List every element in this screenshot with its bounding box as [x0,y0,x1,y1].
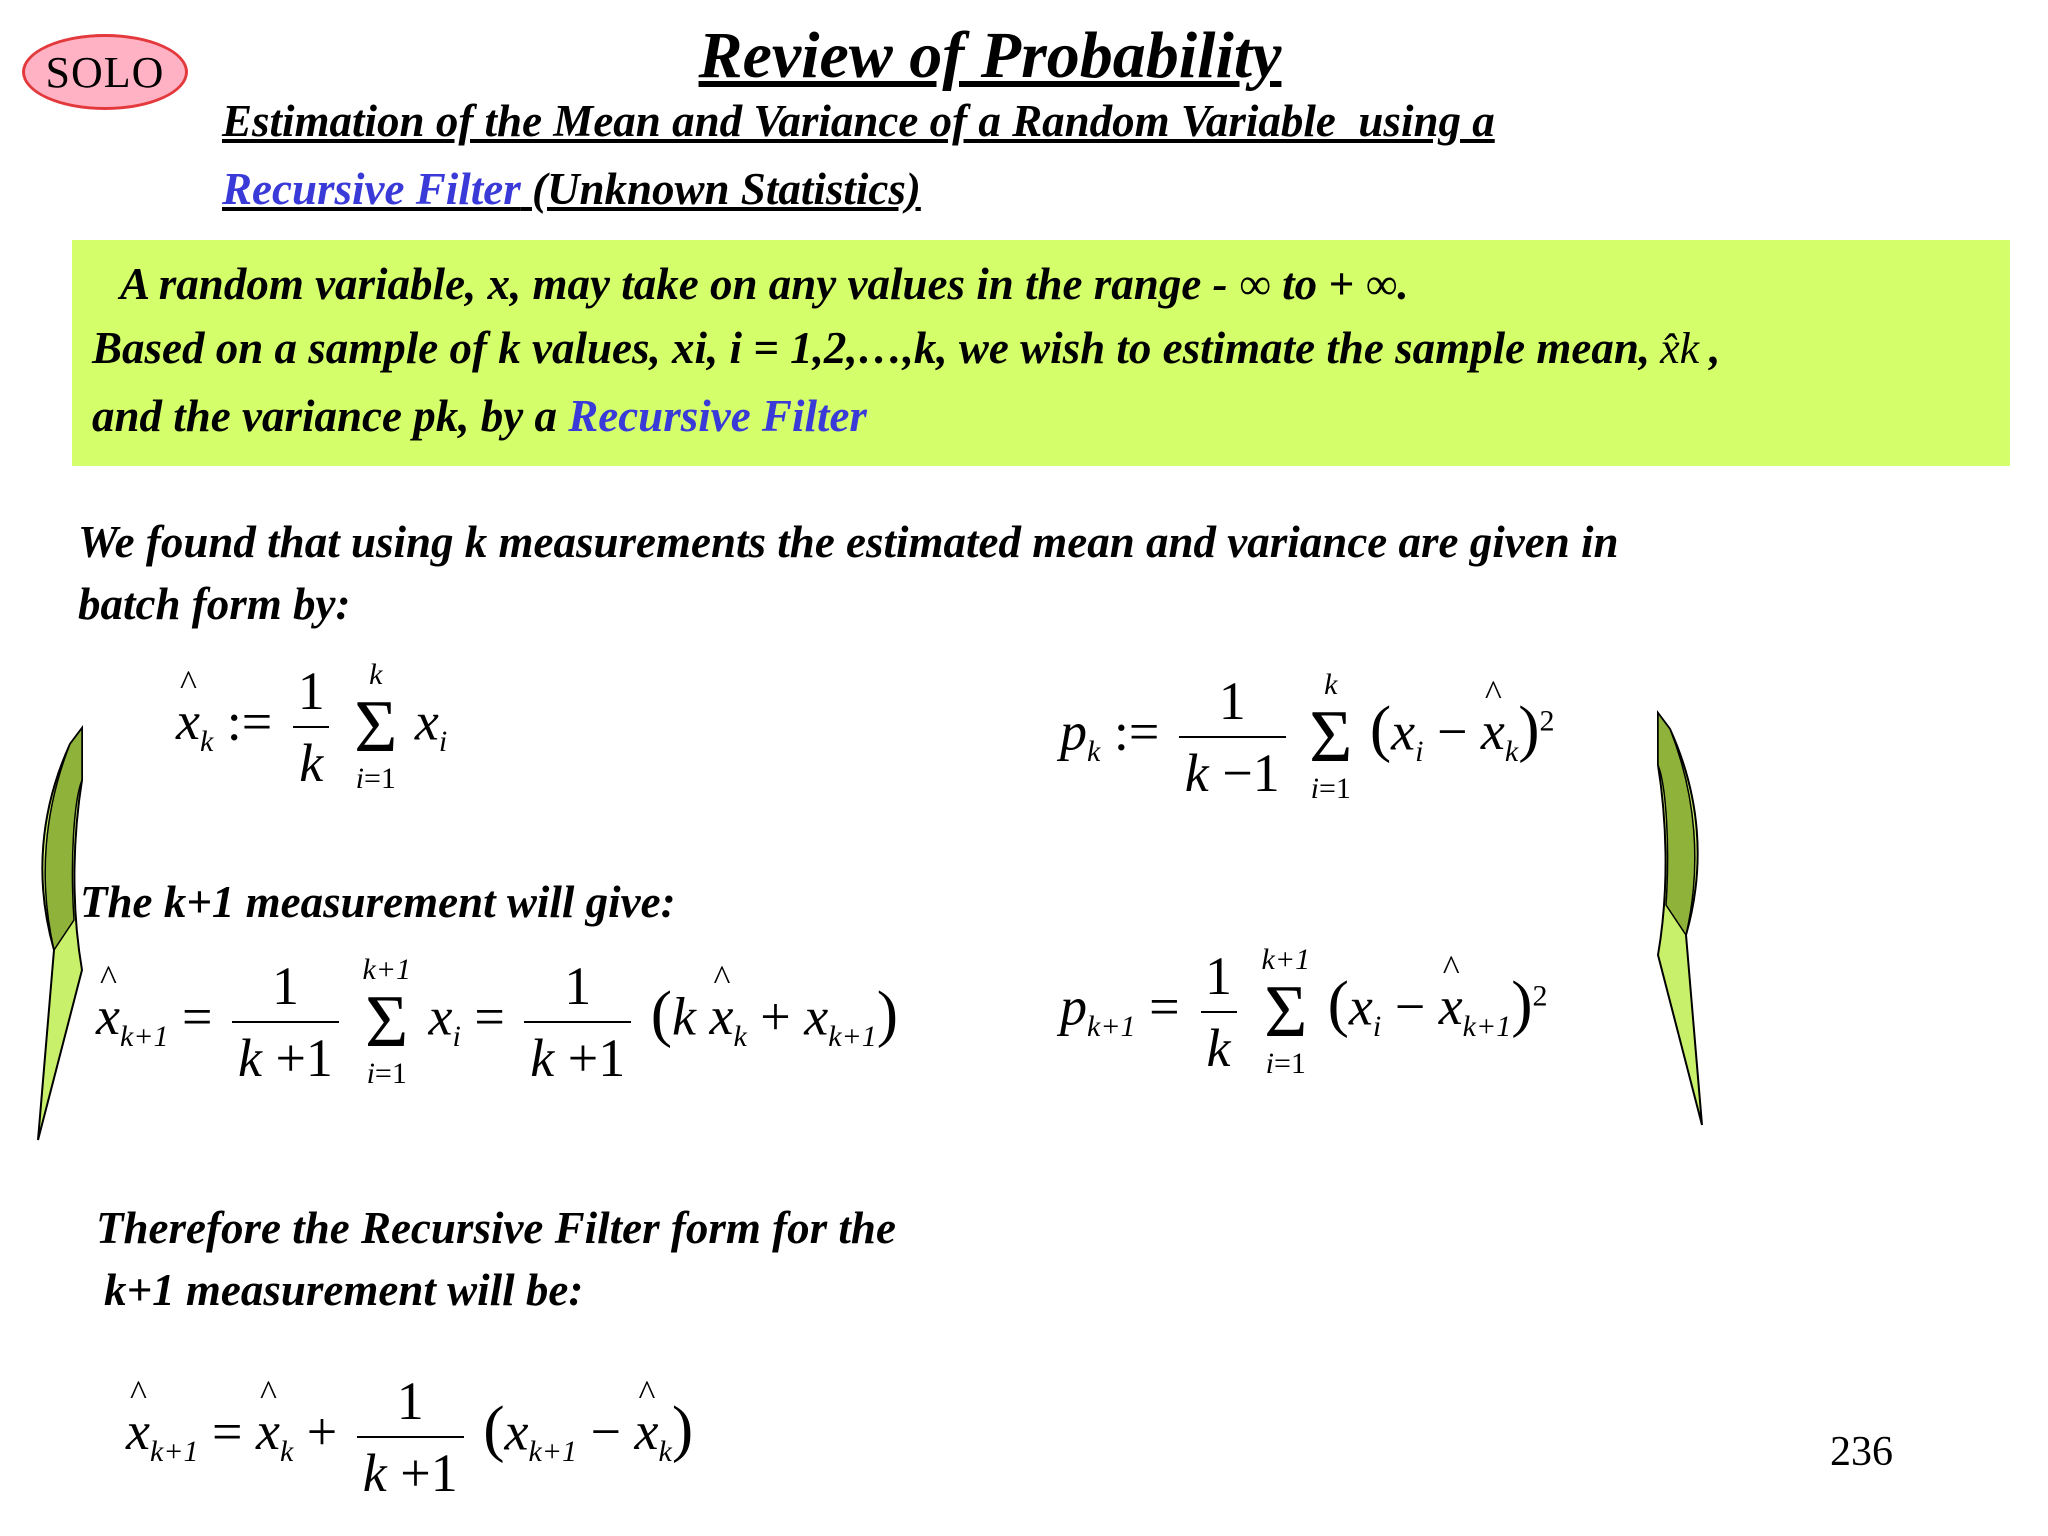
equation-batch-variance: $p_k$ := $\frac{1}{k -1}$ k Σ i=1 ($x_i$ − ^ $x_k)^2$ [1060,670,1555,804]
paragraph-batch-line-1: We found that using k measurements the estimated mean and variance are given in [78,517,1619,567]
equation-batch-mean: ^ $x_k$ := $\frac{1}{k}$ k Σ i=1 $x_i$ [176,660,447,794]
left-bracket-decoration [30,720,90,1160]
intro-xhat-symbol: x̂k [1660,324,1700,373]
intro-line-3-text: and the variance pk, by a [92,391,557,441]
equation-mean-k-plus-1: ^ $x_{k+1}$ = $\frac{1}{k +1}$ k+1 Σ i=1 $x_i$ = $\frac{1}{k +1}$ (k ^ $x_k + x_{k+1}$) [96,955,898,1089]
intro-line-3 [92,390,867,442]
intro-line-2-text: Based on a sample of k values, xi, i = 1,2,…,k, we wish to estimate the sample mean, [92,323,1651,373]
subtitle-link-recursive-filter[interactable]: Recursive Filter [222,164,521,214]
intro-link-recursive-filter[interactable]: Recursive Filter [568,391,867,441]
paragraph-recursive-line-1: Therefore the Recursive Filter form for the [96,1203,896,1253]
paragraph-recursive-line-2: k+1 measurement will be: [104,1265,584,1315]
paragraph-batch-line-2: batch form by: [78,579,351,629]
paragraph-k1-measurement: The k+1 measurement will give: [80,877,676,927]
equation-recursive-filter: ^ $x_{k+1}$ = ^ $x_k$ + $\frac{1}{k +1}$ ($x_{k+1}$ − ^ $x_k$) [126,1370,693,1504]
page-number: 236 [1830,1429,1893,1475]
right-bracket-decoration [1650,705,1710,1145]
subtitle-line-1: Estimation of the Mean and Variance of a Random Variable_using a [222,96,1495,146]
intro-line-2 [92,322,1720,374]
page-title: Review of Probability [698,19,1282,92]
intro-line-1: A random variable, x, may take on any values in the range - ∞ to + ∞. [120,259,1409,309]
intro-line-2-end: , [1709,323,1721,373]
intro-box [72,240,2010,466]
subtitle-line-2 [222,163,921,215]
subtitle-rest: (Unknown Statistics) [531,164,921,214]
equation-variance-k-plus-1: $p_{k+1}$ = $\frac{1}{k}$ k+1 Σ i=1 ($x_i$ − ^ $x_{k+1})^2$ [1060,945,1548,1079]
solo-badge-label: SOLO [45,47,165,97]
